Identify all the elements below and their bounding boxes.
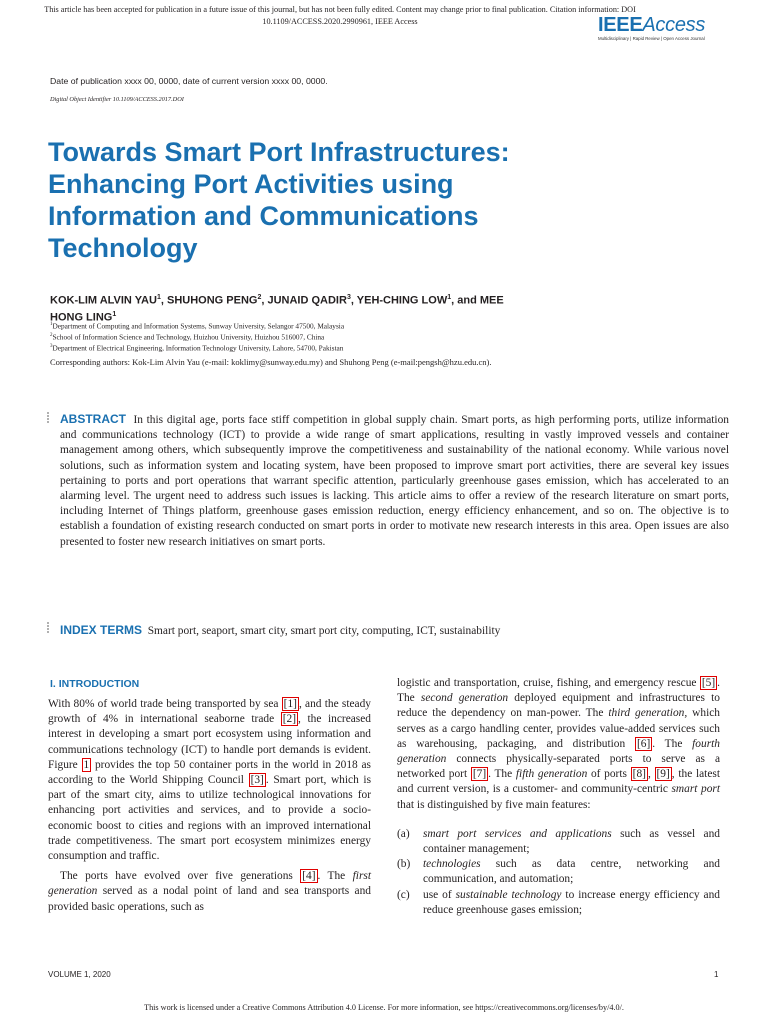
author-list: KOK-LIM ALVIN YAU$^1$, SHUHONG PENG$^2$, JUNAID QADIR$^3$, YEH-CHING LOW$^1$, and MEE HONG LING$^1$ [50,294,504,324]
text-run: served as a nodal point of land and sea transports and provided basic operations, such as [48,885,371,913]
title-line: Enhancing Port Activities using [48,169,454,199]
text-run: such as vessel and container management; [423,827,720,856]
page-number: 1 [714,970,719,979]
notice-line-1: This article has been accepted for publication in a future issue of this journal, but has not been fully edited. Content may change prior to final publication. Citation information: DOI [44,5,636,14]
text-run: . The [397,677,720,705]
author-name: KOK-LIM ALVIN YAU [50,294,157,307]
title-line: Technology [48,233,198,263]
citation-link[interactable]: [4] [302,870,316,883]
emphasis: third generation, [608,707,688,720]
citation-link[interactable]: [6] [636,737,651,750]
text-run: The ports have evolved over five generations [60,870,301,883]
list-label: (b) [397,858,411,871]
left-column [48,697,371,915]
author-name: YEH-CHING LOW [356,294,448,307]
emphasis: sustainable technology [455,888,562,901]
list-label: (c) [397,888,410,901]
publication-dates: Date of publication xxxx 00, 0000, date of current version xxxx 00, 0000. [50,76,328,86]
affiliation [50,320,730,331]
list-text [423,827,720,857]
header-notice [40,4,640,28]
text-run: logistic and transportation, cruise, fishing, and emergency rescue [397,677,700,689]
title-line: Towards Smart Port Infrastructures: [48,137,510,167]
list-item [397,827,720,857]
index-terms [60,623,729,639]
ieee-access-logo [598,14,728,42]
text-run: use of [423,888,456,901]
logo-tagline: Multidisciplinary | Rapid Review | Open Access Journal [598,36,705,41]
intro-paragraph-1 [48,697,371,864]
affiliation [50,331,730,342]
index-dot-marker [46,621,50,634]
citation-link[interactable]: [7] [472,768,487,781]
text-run: connects physically-separated ports to serve as a networked port [397,753,720,781]
license-notice: This work is licensed under a Creative Commons Attribution 4.0 License. For more information, see https://creativecommons.org/licenses/by/4.0/. [144,1003,624,1012]
affiliation-text: Department of Electrical Engineering, Information Technology University, Lahore, 54700, Pakistan [52,343,344,353]
text-run: With 80% of world trade being transported by sea [48,698,282,710]
logo-access: Access [642,14,706,36]
logo-ieee: IEEE [598,14,643,36]
citation-link[interactable]: [8] [632,768,646,781]
logo-mark [598,14,728,36]
author-name: JUNAID QADIR [267,294,347,307]
intro-paragraph-2 [48,869,371,915]
list-label: (a) [397,827,410,840]
paper-title [48,136,608,264]
list-text [423,888,720,918]
footer-volume: VOLUME 1, 2020 [48,970,111,979]
text-run: . The [488,768,516,781]
text-run: deployed equipment and infrastructures to reduce the dependency on man-power. The [397,692,720,720]
emphasis: second generation [420,692,509,705]
emphasis: smart port [671,783,720,796]
emphasis: technologies [423,858,481,871]
text-run: , and the steady growth of 4% in international seaborne trade [48,698,371,726]
text-run: . Smart port, which is part of the smart city, aims to utilize technological innovations for enhancing port activities and services, and to provide a socio-economic boost to cities and regions with an improved international trade competitiveness. The smart port ecosystem minimizes energy consumption and traffic. [48,774,371,863]
text-run: , the latest and current version, is a customer- and community-centric [397,768,720,796]
author-affil-mark: 1 [447,294,452,301]
text-run: which serves as a cargo handling center, provides value-added services such as warehousing, packaging, and distribution [397,707,720,750]
list-item [397,857,720,887]
text-run: . The [652,737,693,750]
author-name: SHUHONG PENG [166,294,258,307]
abstract-heading: ABSTRACT [60,412,126,426]
affiliation-text: School of Information Science and Technology, Huizhou University, Huizhou 516007, China [52,332,325,342]
abstract-dot-marker [46,411,50,424]
text-run: of ports [587,768,631,781]
author-affil-mark: 1 [112,310,117,318]
list-item [397,888,720,918]
emphasis: fourth generation [397,737,720,766]
affiliation-number: 2 [50,332,53,338]
author-name: HONG LING [50,311,113,324]
author-affil-mark: 2 [257,294,262,301]
affiliation-number: 1 [50,322,53,327]
text-run: , the increased interest in developing a smart port ecosystem using information and communications technology (ICT) to handle port demands is evident. Figure [48,713,371,771]
section-heading-introduction: I. INTRODUCTION [50,678,140,690]
emphasis: smart port services and applications [423,827,612,840]
affiliations [50,320,730,352]
affiliation-number: 3 [50,343,53,349]
text-run: that is distinguished by five main features: [397,798,591,811]
author-conjunction: , and MEE [451,294,504,307]
citation-link[interactable]: [3] [250,774,264,787]
text-run: . The [317,870,353,883]
citation-link[interactable]: [5] [701,677,716,689]
affiliation [50,342,730,353]
corresponding-authors: Corresponding authors: Kok-Lim Alvin Yau (e-mail: koklimy@sunway.edu.my) and Shuhong Peng (e-mail:pengsh@hzu.edu.cn). [50,357,492,367]
title-line: Information and Communications [48,201,479,231]
author-affil-mark: 3 [346,294,351,301]
right-column [397,676,720,918]
index-terms-heading: INDEX TERMS [60,623,143,637]
citation-link[interactable]: [2] [282,713,297,726]
index-terms-text: Smart port, seaport, smart city, smart port city, computing, ICT, sustainability [147,625,501,637]
emphasis: first generation [48,870,371,898]
emphasis: fifth generation [515,768,588,781]
text-run: to increase energy efficiency and reduce greenhouse gases emission; [423,888,721,916]
author-affil-mark: 1 [156,294,161,301]
list-text [423,857,720,887]
abstract-text: In this digital age, ports face stiff competition in global supply chain. Smart ports, as high performing ports, utilize information and communications technology (ICT) to provide a wide range of smart applications, resulting in vastly improved vessels and container management among others, which subsequently improve the competitiveness and sustainability of the national economy. While various novel solutions, such as information system and locating system, have been proposed to improve smart port activities, there are several key issues pertaining to ports and port operations that warrant specific attention, particularly greenhouse gases emission, which has accelerated to an alarming level. The urgent need to address such issues is lacking. This article aims to offer a review of the research literature on smart ports, including Internet of Things platform, greenhouse gases emission reduction, energy efficiency enhancement, and so on. The objective is to establish a foundation of existing research conducted on smart ports in order to motivate new research interests in this area. Open issues are also presented to foster new research initiatives on smart ports. [60,414,729,548]
text-run: , [647,768,655,781]
text-run: such as data centre, networking and communication, and automation; [423,858,720,886]
figure-link[interactable]: 1 [83,758,90,771]
feature-list [397,827,720,918]
doi-line: Digital Object Identifier 10.1109/ACCESS.2017.DOI [50,96,184,103]
intro-paragraph-3 [397,676,720,813]
notice-line-2: 10.1109/ACCESS.2020.2990961, IEEE Access [262,17,418,26]
affiliation-text: Department of Computing and Information Systems, Sunway University, Selangor 47500, Malaysia [52,321,345,331]
citation-link[interactable]: [9] [656,768,670,781]
citation-link[interactable]: [1] [283,698,297,710]
text-run: provides the top 50 container ports in the world in 2018 as according to the World Shipping Council [48,758,371,787]
abstract [60,412,729,550]
